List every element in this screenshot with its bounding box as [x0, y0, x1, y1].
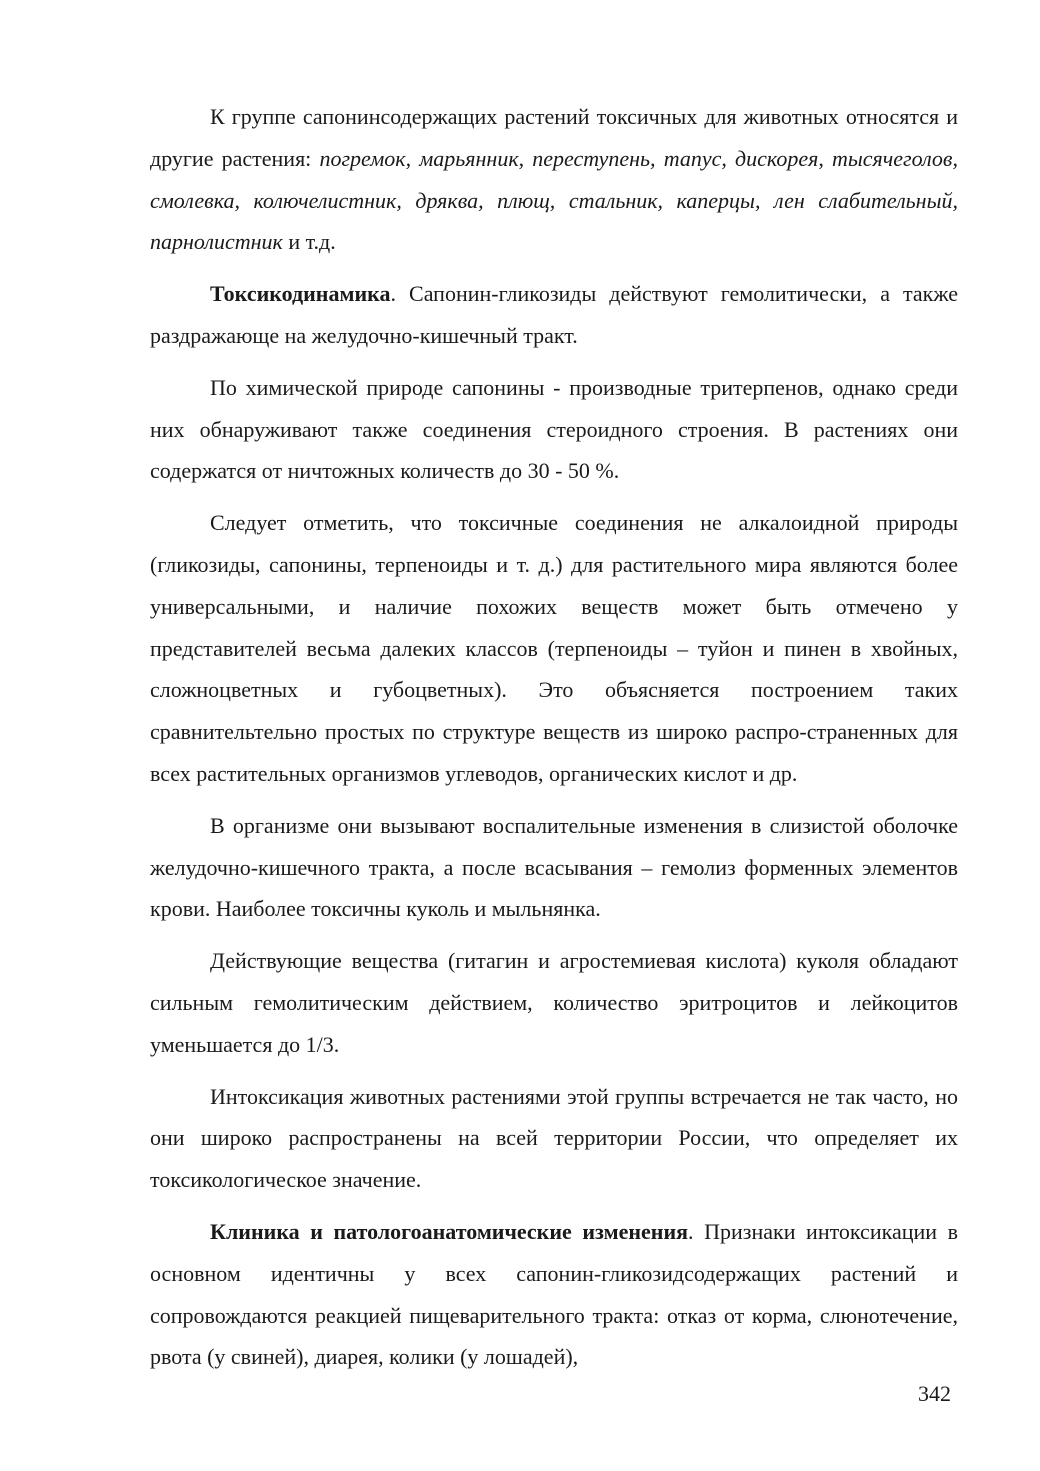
paragraph-text: . Сапонин-гликозиды действуют гемолитически, а также раздражающе на желудочно-кишечный тракт. — [150, 281, 958, 348]
paragraph-text: Интоксикация животных растениями этой группы встречается не так часто, но они широко распространены на всей территории России, что определяет их токсикологическое значение. — [150, 1083, 958, 1193]
plant-list-italic: погремок, марьянник, переступень, тапус, дискорея, тысячеголов, смолевка, колючелистник, дряква, плющ, стальник, каперцы, лен слабительный, парнолистник — [150, 145, 958, 255]
paragraph-text: . Признаки интоксикации в основном идентичны у всех сапонин-гликозидсодержащих растений и сопровождаются реакцией пищеварительного тракта: отказ от корма, слюнотечение, рвота (у свиней), диарея, колики (у лошадей), — [150, 1218, 958, 1370]
paragraph-clinical-signs — [150, 1211, 958, 1378]
paragraph-chemical-nature — [150, 367, 958, 492]
paragraph-text: и т.д. — [282, 229, 336, 255]
body-text — [150, 96, 958, 1378]
page-number: 342 — [918, 1381, 951, 1406]
paragraph-text: Следует отметить, что токсичные соединения не алкалоидной природы (гликозиды, сапонины, терпеноиды и т. д.) для растительного мира являются более универсальными, и наличие похожих веществ может быть отмечено у представителей весьма далеких классов (терпеноиды – туйон и пинен в хвойных, сложноцветных и губоцветных). Это объясняется построением таких сравнительтельно простых по структуре веществ из широко распро-страненных для всех растительных организмов углеводов, органических кислот и др. — [150, 510, 958, 786]
paragraph-text: В организме они вызывают воспалительные изменения в слизистой оболочке желудочно-кишечного тракта, а после всасывания – гемолиз форменных элементов крови. Наиболее токсичны куколь и мыльнянка. — [150, 812, 958, 922]
section-heading-clinic: Клиника и патологоанатомические изменения — [210, 1218, 689, 1244]
paragraph-organism-effects — [150, 805, 958, 930]
paragraph-text: По химической природе сапонины - производные тритерпенов, однако среди них обнаруживают также соединения стероидного строения. В растениях они содержатся от ничтожных количеств до 30 - 50 %. — [150, 374, 958, 484]
paragraph-saponin-plants — [150, 96, 958, 263]
paragraph-toxicodynamics — [150, 273, 958, 357]
section-heading-toxicodynamics: Токсикодинамика — [210, 281, 391, 307]
paragraph-text: К группе сапонинсодержащих растений токсичных для животных относятся и другие растения: — [150, 104, 958, 171]
paragraph-active-substances — [150, 940, 958, 1065]
paragraph-text: Действующие вещества (гитагин и агростемиевая кислота) куколя обладают сильным гемолитическим действием, количество эритроцитов и лейкоцитов уменьшается до 1/3. — [150, 948, 958, 1057]
paragraph-universality — [150, 502, 958, 795]
paragraph-intoxication-frequency — [150, 1076, 958, 1201]
